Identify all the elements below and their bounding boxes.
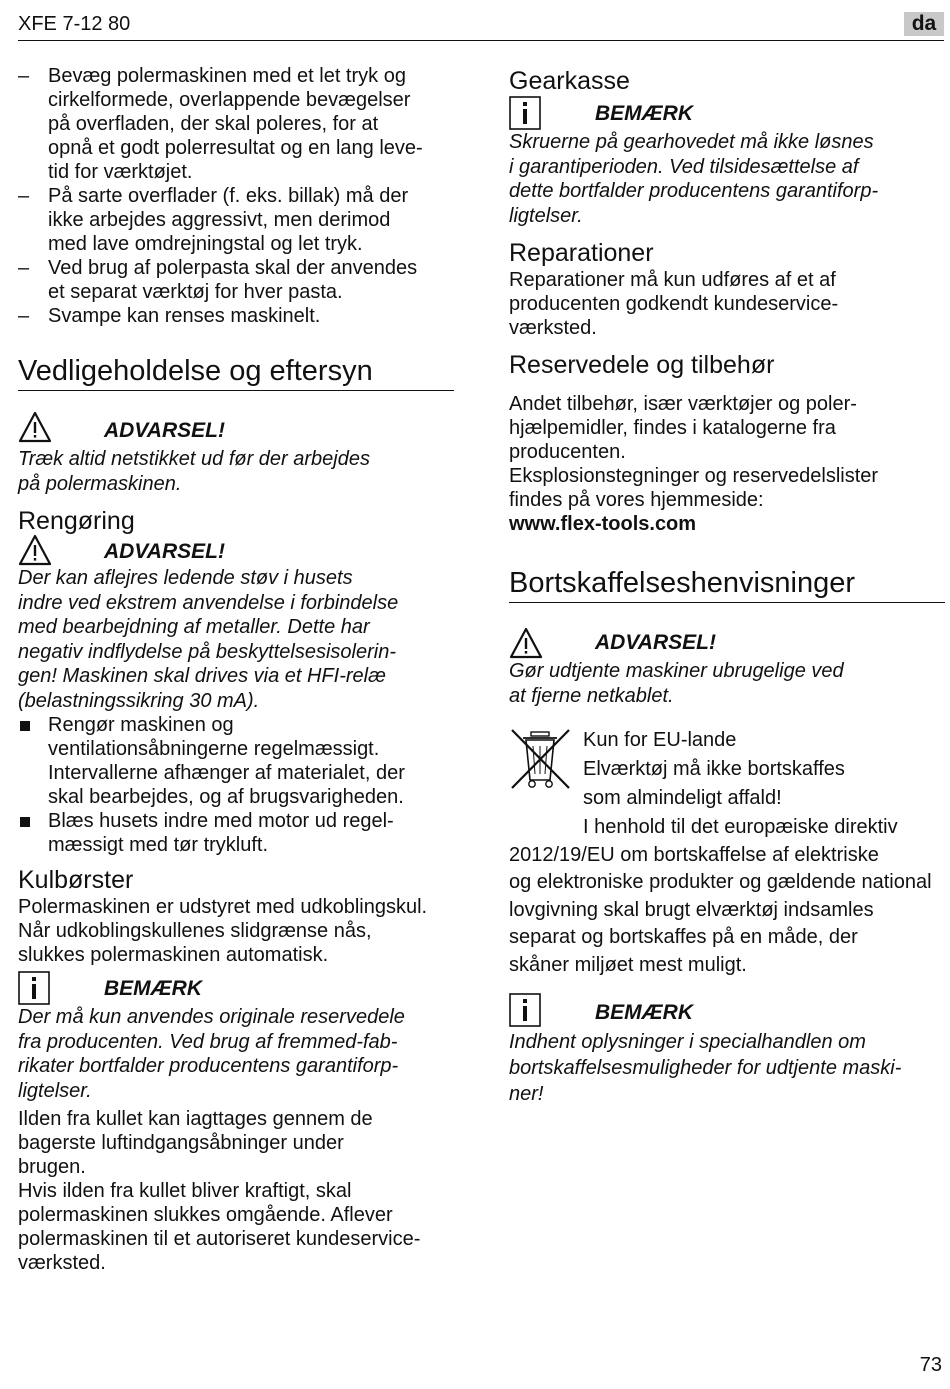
warning-text: Træk altid netstikket ud før der arbejdes på polermaskinen. <box>18 448 370 495</box>
info-icon <box>509 993 541 1027</box>
cleaning-steps-list <box>18 713 454 857</box>
maintenance-warning <box>18 409 454 496</box>
parts-heading: Reservedele og tilbehør <box>509 351 775 379</box>
directive-text: I henhold til det europæiske direktiv 2012/19/EU om bortskaffelse af elektriske og elektroniske produkter og gældende national lovgivning skal brugt elværktøj indsamles separat og bortskaffes på en måde, der skåner miljøet mest muligt. <box>509 816 932 976</box>
brushes-note <box>18 971 454 1103</box>
maintenance-heading: Vedligeholdelse og eftersyn <box>18 354 454 391</box>
info-icon <box>509 96 541 130</box>
warning-icon <box>509 627 543 659</box>
info-icon <box>18 971 50 1005</box>
usage-tips-list <box>18 64 454 328</box>
disposal-heading: Bortskaffelseshenvisninger <box>509 566 945 603</box>
brushes-intro: Polermaskinen er udstyret med udkoblingskul. Når udkoblingskullenes slidgrænse nås, slukkes polermaskinen automatisk. <box>18 896 428 966</box>
cleaning-warning <box>18 536 454 713</box>
page-header <box>18 10 944 41</box>
list-item: – Bevæg polermaskinen med et let tryk og cirkelformede, overlappende bevægelser på overfladen, der skal poleres, for at opnå et godt polerresultat og en lang leve- tid for værktøjet. <box>18 64 454 184</box>
warning-label: ADVARSEL! <box>104 419 225 442</box>
list-item: – Svampe kan renses maskinelt. <box>18 304 454 328</box>
warning-text: Der kan aflejres ledende støv i husets indre ved ekstrem anvendelse i forbindelse med bearbejdning af metaller. Dette har negativ indflydelse på beskyttelsesisolerin- gen! Maskinen skal drives via et HFI-relæ (belastningssikring 30 mA). <box>18 567 399 712</box>
website-link[interactable]: www.flex-tools.com <box>509 513 697 535</box>
gearbox-heading: Gearkasse <box>509 67 630 95</box>
repairs-heading: Reparationer <box>509 239 654 267</box>
gearbox-note <box>509 96 945 228</box>
page-number: 73 <box>919 1354 942 1376</box>
document-id: XFE 7-12 80 <box>18 13 131 35</box>
parts-text: Andet tilbehør, især værktøjer og poler- hjælpemidler, findes i katalogerne fra producenten. Eksplosionstegninger og reservedelslister findes på vores hjemmeside: www.flex-tools.com <box>509 393 879 535</box>
left-column <box>18 64 454 1275</box>
disposal-warning <box>509 625 945 708</box>
eu-disposal-text: Kun for EU-lande Elværktøj må ikke bortskaffes som almindeligt affald! <box>583 729 845 809</box>
warning-text: Gør udtjente maskiner ubrugelige ved at fjerne netkablet. <box>509 660 844 707</box>
note-text: Skruerne på gearhovedet må ikke løsnes i garantiperioden. Ved tilsidesættelse af dette bortfalder producentens garantiforp- ligtelser. <box>509 131 879 227</box>
crossed-out-bin-icon <box>509 726 573 792</box>
note-text: Indhent oplysninger i specialhandlen om bortskaffelsesmuligheder for udtjente maski- ner! <box>509 1031 902 1105</box>
note-text: Der må kun anvendes originale reservedele fra producenten. Ved brug af fremmed-fab- rikater bortfalder producentens garantiforp- ligtelser. <box>18 1006 405 1102</box>
list-item: – Ved brug af polerpasta skal der anvendes et separat værktøj for hver pasta. <box>18 256 454 304</box>
brushes-heading: Kulbørster <box>18 866 134 894</box>
list-item: – På sarte overflader (f. eks. billak) må der ikke arbejdes aggressivt, men derimod med lave omdrejningstal og let tryk. <box>18 184 454 256</box>
note-label: BEMÆRK <box>104 977 202 1000</box>
eu-disposal-block <box>509 726 945 814</box>
brushes-outro: Ilden fra kullet kan iagttages gennem de bagerste luftindgangsåbninger under brugen. Hvis ilden fra kullet bliver kraftigt, skal polermaskinen slukkes omgående. Aflever polermaskinen til et autoriseret kundeservice- værksted. <box>18 1108 421 1274</box>
list-item: Rengør maskinen og ventilationsåbningerne regelmæssigt. Intervallerne afhænger af materialet, der skal bearbejdes, og af brugsvarigheden. <box>18 713 454 809</box>
warning-label: ADVARSEL! <box>104 540 225 563</box>
warning-icon <box>18 411 52 443</box>
note-label: BEMÆRK <box>595 102 693 125</box>
cleaning-heading: Rengøring <box>18 507 135 535</box>
note-label: BEMÆRK <box>595 1001 693 1024</box>
warning-icon <box>18 534 52 566</box>
list-item: Blæs husets indre med motor ud regel- mæssigt med tør trykluft. <box>18 809 454 857</box>
warning-label: ADVARSEL! <box>595 631 716 654</box>
repairs-text: Reparationer må kun udføres af et af producenten godkendt kundeservice- værksted. <box>509 269 839 339</box>
disposal-note <box>509 993 945 1107</box>
right-column <box>509 66 945 1107</box>
language-badge: da <box>904 12 944 36</box>
